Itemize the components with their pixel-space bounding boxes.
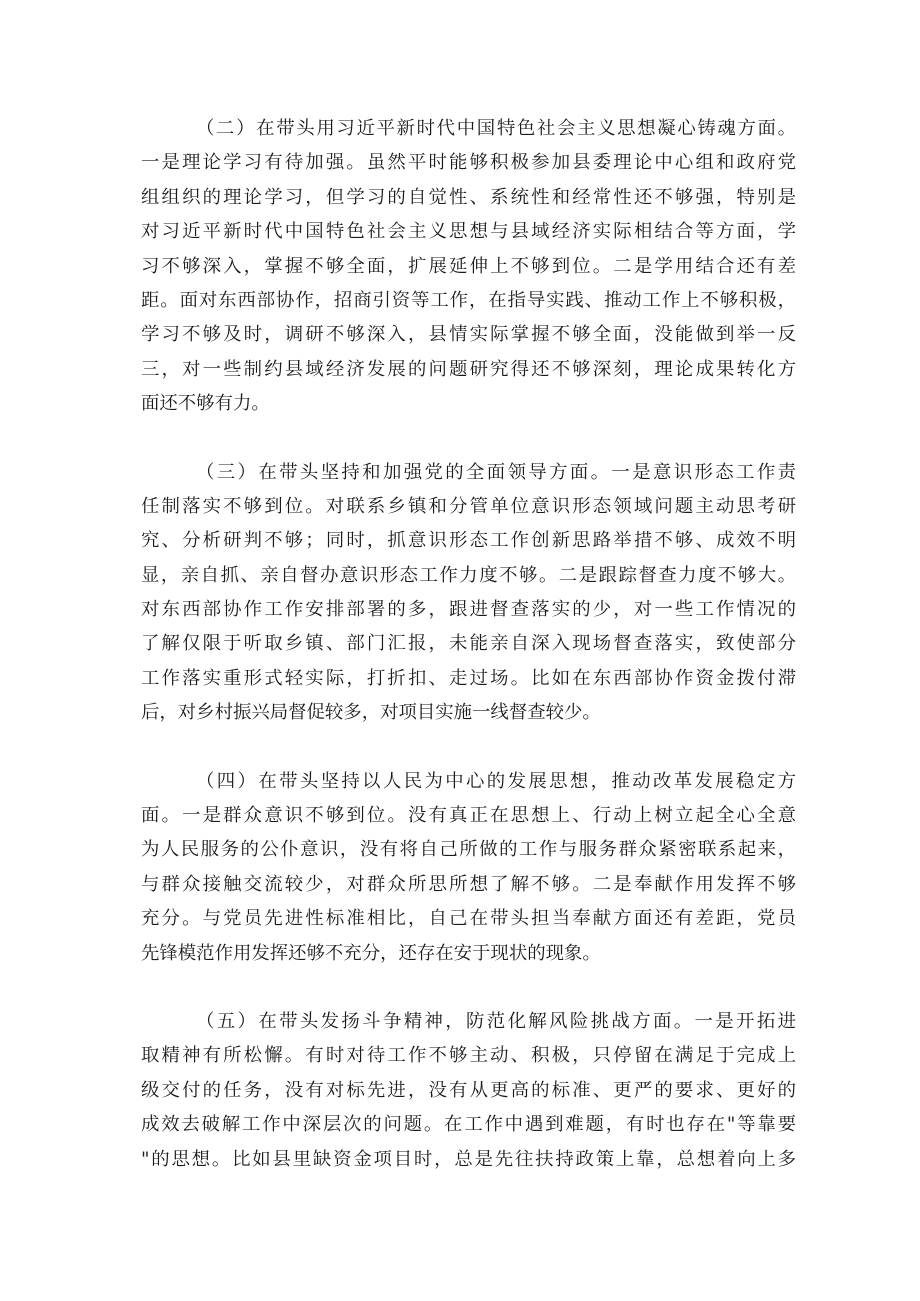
- text-line: 究、分析研判不够；同时，抓意识形态工作创新思路举措不够、成效不明: [141, 530, 796, 552]
- text-line: 一是理论学习有待加强。虽然平时能够积极参加县委理论中心组和政府党: [141, 152, 796, 174]
- paragraph-section-4: [141, 765, 796, 971]
- text-line: 显，亲自抓、亲自督办意识形态工作力度不够。二是跟踪督查力度不够大。: [141, 564, 796, 586]
- text-line: 工作落实重形式轻实际，打折扣、走过场。比如在东西部协作资金拨付滞: [141, 667, 796, 689]
- text-line: 了解仅限于听取乡镇、部门汇报，未能亲自深入现场督查落实，致使部分: [141, 633, 796, 655]
- text-line: 面。一是群众意识不够到位。没有真正在思想上、行动上树立起全心全意: [141, 805, 796, 827]
- text-line: 学习不够及时，调研不够深入，县情实际掌握不够全面，没能做到举一反: [141, 324, 796, 346]
- text-line: （三）在带头坚持和加强党的全面领导方面。一是意识形态工作责: [196, 461, 796, 483]
- text-line: 三，对一些制约县域经济发展的问题研究得还不够深刻，理论成果转化方: [141, 358, 796, 380]
- text-line: 成效去破解工作中深层次的问题。在工作中遇到难题，有时也存在"等靠要: [141, 1114, 796, 1136]
- paragraph-section-2: [141, 112, 796, 422]
- text-line: 距。面对东西部协作，招商引资等工作，在指导实践、推动工作上不够积极，: [141, 289, 796, 311]
- text-line: 任制落实不够到位。对联系乡镇和分管单位意识形态领域问题主动思考研: [141, 495, 796, 517]
- text-line: 与群众接触交流较少，对群众所思所想了解不够。二是奉献作用发挥不够: [141, 873, 796, 895]
- paragraph-section-3: [141, 456, 796, 731]
- text-line: 取精神有所松懈。有时对待工作不够主动、积极，只停留在满足于完成上: [141, 1045, 796, 1067]
- text-line: 对东西部协作工作安排部署的多，跟进督查落实的少，对一些工作情况的: [141, 599, 796, 621]
- text-line: （五）在带头发扬斗争精神，防范化解风险挑战方面。一是开拓进: [196, 1010, 796, 1032]
- text-line: 习不够深入，掌握不够全面，扩展延伸上不够到位。二是学用结合还有差: [141, 255, 796, 277]
- text-line: 充分。与党员先进性标准相比，自己在带头担当奉献方面还有差距，党员: [141, 908, 796, 930]
- text-line: "的思想。比如县里缺资金项目时，总是先往扶持政策上靠，总想着向上多: [141, 1148, 796, 1170]
- text-line: （四）在带头坚持以人民为中心的发展思想，推动改革发展稳定方: [196, 770, 796, 792]
- text-line: 先锋模范作用发挥还够不充分，还存在安于现状的现象。: [141, 942, 601, 964]
- text-line: 组组织的理论学习，但学习的自觉性、系统性和经常性还不够强，特别是: [141, 186, 796, 208]
- text-line: 为人民服务的公仆意识，没有将自己所做的工作与服务群众紧密联系起来，: [141, 839, 796, 861]
- document-page: [141, 112, 796, 1177]
- text-line: 对习近平新时代中国特色社会主义思想与县域经济实际相结合等方面，学: [141, 221, 796, 243]
- text-line: （二）在带头用习近平新时代中国特色社会主义思想凝心铸魂方面。: [196, 118, 796, 139]
- paragraph-section-5: [141, 1005, 796, 1177]
- text-line: 级交付的任务，没有对标先进，没有从更高的标准、更严的要求、更好的: [141, 1079, 796, 1101]
- text-line: 面还不够有力。: [141, 393, 270, 415]
- text-line: 后，对乡村振兴局督促较多，对项目实施一线督查较少。: [141, 702, 601, 724]
